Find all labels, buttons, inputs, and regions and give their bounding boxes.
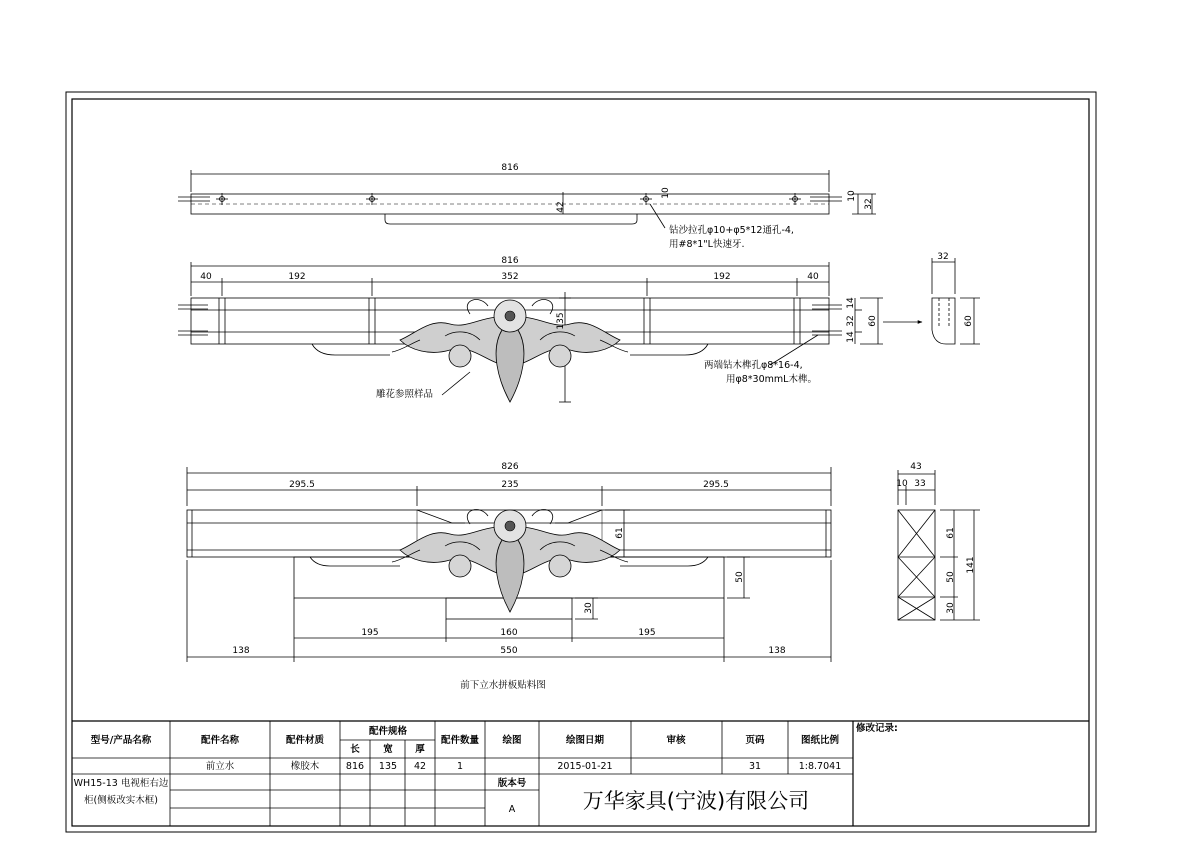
asm-dim-295b: 295.5: [703, 480, 729, 490]
hdr-wid: 宽: [383, 744, 393, 755]
top-dim-32: 32: [864, 198, 874, 210]
front-dim-60: 60: [868, 315, 878, 327]
top-dim-total: 816: [501, 163, 519, 173]
hdr-qty: 配件数量: [440, 735, 480, 746]
front-dim-192a: 192: [288, 272, 306, 282]
val-model-line2: 柜(侧板改实木框): [84, 795, 158, 806]
front-dim-352: 352: [501, 272, 519, 282]
asm-dim-160: 160: [500, 628, 518, 638]
hdr-review: 审核: [666, 735, 686, 746]
val-page: 31: [748, 761, 762, 772]
top-dim-10: 10: [847, 190, 857, 202]
hdr-version: 版本号: [497, 778, 527, 789]
front-dim-192b: 192: [713, 272, 731, 282]
asm-dim-138a: 138: [232, 646, 250, 656]
hdr-drawing: 绘图: [502, 735, 522, 746]
asm-dim-61: 61: [615, 527, 625, 539]
val-date: 2015-01-21: [557, 761, 613, 772]
carving-assembly: [392, 510, 628, 612]
hdr-thk: 厚: [415, 744, 425, 755]
asm-dim-138b: 138: [768, 646, 786, 656]
front-note-line2: 用φ8*30mmL木榫。: [726, 374, 817, 385]
val-scale: 1:8.7041: [798, 761, 842, 772]
front-dim-40b: 40: [807, 272, 819, 282]
val-len: 816: [345, 761, 365, 772]
carving-front: [392, 300, 628, 402]
hdr-len: 长: [350, 744, 360, 755]
side-view: [932, 258, 980, 344]
val-thk: 42: [413, 761, 427, 772]
hdr-model: 型号/产品名称: [90, 735, 152, 746]
val-qty: 1: [456, 761, 464, 772]
front-dim-32: 32: [846, 315, 856, 327]
sec-dim-61: 61: [946, 527, 956, 539]
asm-dim-50: 50: [735, 571, 745, 583]
company-name: 万华家具(宁波)有限公司: [582, 789, 810, 813]
side-dim-60: 60: [964, 315, 974, 327]
val-material: 橡胶木: [290, 761, 320, 772]
val-wid: 135: [378, 761, 398, 772]
asm-dim-826: 826: [501, 462, 519, 472]
hdr-part-name: 配件名称: [200, 735, 240, 746]
sec-dim-43: 43: [910, 462, 922, 472]
hdr-page: 页码: [745, 735, 765, 746]
carving-label: 雕花参照样品: [376, 389, 434, 400]
top-note-line1: 钻沙拉孔φ10+φ5*12通孔-4,: [669, 225, 794, 236]
assembly-caption: 前下立水拼板贴料图: [460, 680, 546, 691]
hdr-revision: 修改记录:: [856, 723, 898, 734]
hdr-date: 绘图日期: [565, 735, 605, 746]
top-dim-hole: 10: [661, 187, 671, 199]
front-dim-14b: 14: [846, 331, 856, 343]
sec-dim-10: 10: [896, 479, 908, 489]
asm-dim-195b: 195: [638, 628, 656, 638]
front-dim-40a: 40: [200, 272, 212, 282]
side-dim-32: 32: [937, 252, 949, 262]
section-view: [898, 470, 980, 620]
asm-dim-195a: 195: [361, 628, 379, 638]
hdr-spec: 配件规格: [368, 726, 408, 737]
hdr-material: 配件材质: [285, 735, 325, 746]
asm-dim-295a: 295.5: [289, 480, 315, 490]
front-note-line1: 两端钻木榫孔φ8*16-4,: [704, 360, 803, 371]
sec-dim-33: 33: [914, 479, 926, 489]
top-view: [178, 170, 876, 228]
front-dim-14a: 14: [846, 297, 856, 309]
hdr-scale: 图纸比例: [800, 735, 840, 746]
asm-dim-30: 30: [584, 602, 594, 614]
val-version: A: [508, 804, 516, 815]
front-dim-135: 135: [556, 312, 566, 330]
asm-dim-550: 550: [500, 646, 518, 656]
sec-dim-50: 50: [946, 571, 956, 583]
inner-border: [72, 99, 1089, 826]
front-dim-total: 816: [501, 256, 519, 266]
sec-dim-30: 30: [946, 602, 956, 614]
val-model-line1: WH15-13 电视柜右边: [73, 778, 169, 789]
val-part-name: 前立水: [205, 761, 235, 772]
top-dim-42: 42: [556, 201, 566, 213]
sec-dim-141: 141: [966, 556, 976, 574]
asm-dim-235: 235: [501, 480, 519, 490]
top-note-line2: 用#8*1"L快速牙.: [669, 239, 745, 250]
